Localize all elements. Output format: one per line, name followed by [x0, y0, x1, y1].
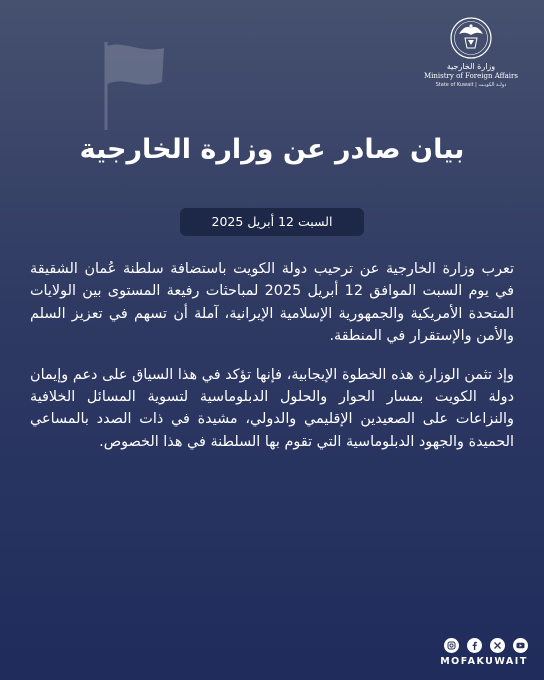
social-handle: MOFAKUWAIT [440, 656, 528, 667]
logo-arabic-text: وزارة الخارجية [446, 62, 496, 71]
ministry-logo [416, 16, 526, 96]
instagram-icon[interactable] [444, 638, 459, 653]
youtube-icon[interactable] [513, 638, 528, 653]
facebook-icon[interactable] [467, 638, 482, 653]
statement-body [30, 258, 514, 469]
background-flag-watermark [100, 38, 168, 130]
date-text: السبت 12 أبريل 2025 [211, 214, 333, 229]
date-badge [180, 208, 364, 236]
paragraph-2: وإذ تثمن الوزارة هذه الخطوة الإيجابية، فإنها تؤكد في هذا السياق على دعم وإيمان دولة الكويت بمسار الحوار والحلول الدبلوماسية لتسوية المسائل الخلافية والنزاعات على الصعيدين الإقليمي والدولي، مشيدة في ذات الصدد بالمساعي الحميدة والجهود الدبلوماسية التي تقوم بها السلطنة في هذا الخصوص. [30, 366, 514, 450]
statement-title: بيان صادر عن وزارة الخارجية [79, 134, 465, 165]
x-icon[interactable] [490, 638, 505, 653]
logo-english-text: Ministry of Foreign Affairs [423, 72, 518, 80]
paragraph-1: تعرب وزارة الخارجية عن ترحيب دولة الكويت باستضافة سلطنة عُمان الشقيقة في يوم السبت الموافق 12 أبريل 2025 لمباحثات رفيعة المستوى بين الولايات المتحدة الأمريكية والجمهورية الإسلامية الإيرانية، آملة أن تسهم في تعزيز السلم والأمن والإستقرار في المنطقة. [30, 261, 515, 345]
kuwait-emblem-icon [449, 16, 493, 60]
social-icons [444, 636, 528, 654]
logo-state-text: State of Kuwait | دولـة الكويـت [435, 82, 507, 88]
